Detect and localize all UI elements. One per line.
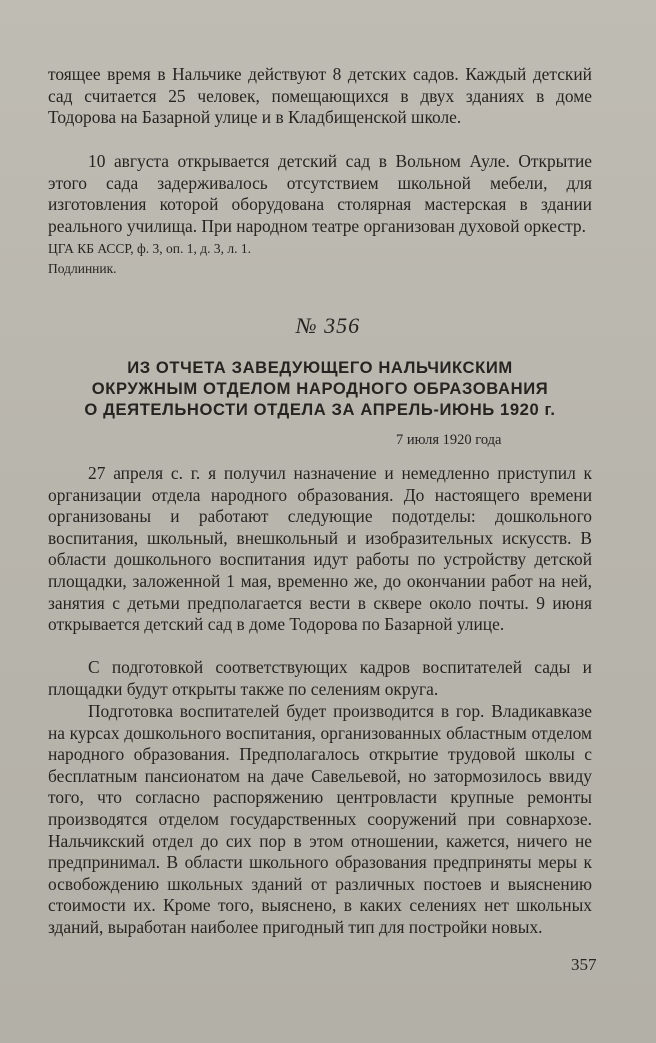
kindergarten-opening-paragraph: 10 августа открывается детский сад в Вольном Ауле. Открытие этого сада задерживалось отсутствием школьной мебели, для изготовления которой оборудована столярная мастерская в здании реального училища. При народном театре организован духовой оркестр. <box>48 151 592 236</box>
report-paragraph-schools: Подготовка воспитателей будет производится в гор. Владикавказе на курсах дошкольного воспитания, организованных областным отделом народного образования. Предполагалось открытие трудовой школы с бесплатным пансионатом на даче Савельевой, но затормозилось ввиду того, что согласно распоряжению центровласти крупные ремонты производятся отделом государственных сооружений при совнархозе. Нальчикский отдел до сих пор в этом отношении, кажется, ничего не предпринимал. В области школьного образования предприняты меры к освобождению школьных зданий от различных постоев и выяснению стоимости их. Кроме того, выяснено, в каких селениях нет школьных зданий, выработан наиболее пригодный тип для постройки новых. <box>48 701 592 937</box>
continuation-paragraph: тоящее время в Нальчике действуют 8 детских садов. Каждый детский сад считается 25 человек, помещающихся в двух зданиях в доме Тодорова на Базарной улице и в Кладбищенской школе. <box>48 64 592 128</box>
document-title-line-1: ИЗ ОТЧЕТА ЗАВЕДУЮЩЕГО НАЛЬЧИКСКИМ <box>127 358 513 377</box>
report-paragraph-appointment: 27 апреля с. г. я получил назначение и немедленно приступил к организации отдела народного образования. До настоящего времени организованы и работают следующие подотделы: дошкольного воспитания, школьный, внешкольный и изобразительных искусств. В области дошкольного воспитания идут работы по устройству детской площадки, заложенной 1 мая, временно же, до окончании работ на ней, занятия с детьми предполагается вести в сквере около почты. 9 июня открывается детский сад в доме Тодорова по Базарной улице. <box>48 463 592 635</box>
report-paragraph-staff-training: С подготовкой соответствующих кадров воспитателей сады и площадки будут открыты также по селениям округа. <box>48 657 592 699</box>
original-note: Подлинник. <box>48 261 117 276</box>
document-title-line-3: О ДЕЯТЕЛЬНОСТИ ОТДЕЛА ЗА АПРЕЛЬ-ИЮНЬ 1920 г. <box>84 400 556 419</box>
document-number: № 356 <box>295 313 361 338</box>
document-title-line-2: ОКРУЖНЫМ ОТДЕЛОМ НАРОДНОГО ОБРАЗОВАНИЯ <box>91 379 549 398</box>
page-number: 357 <box>571 955 597 974</box>
archive-source-reference: ЦГА КБ АССР, ф. 3, оп. 1, д. 3, л. 1. <box>48 241 251 256</box>
document-title <box>48 357 592 420</box>
document-date: 7 июля 1920 года <box>396 432 502 448</box>
